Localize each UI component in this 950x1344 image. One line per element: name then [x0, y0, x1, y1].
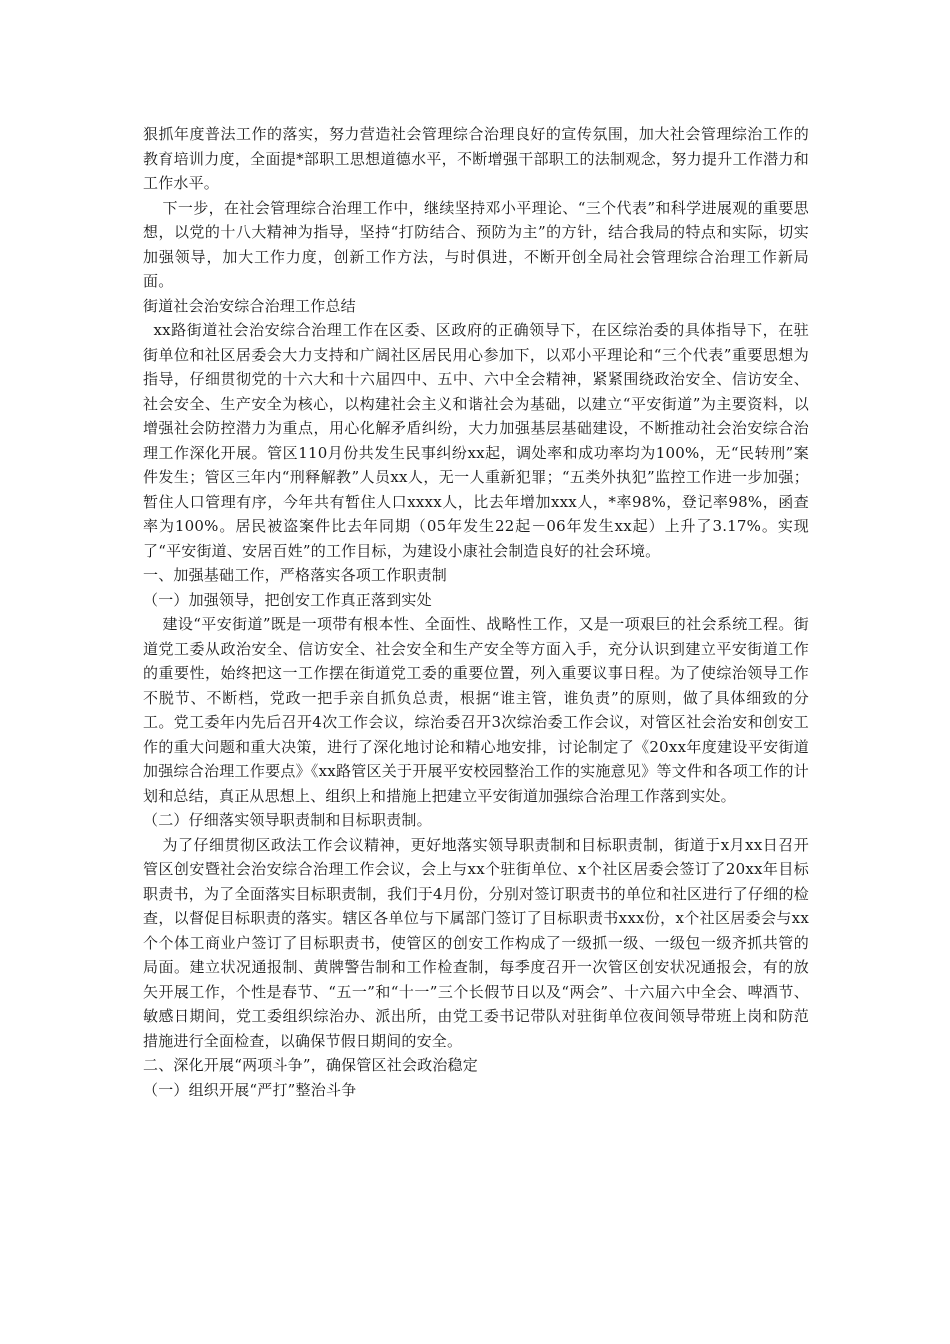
paragraph-1: 狠抓年度普法工作的落实，努力营造社会管理综合治理良好的宣传氛围，加大社会管理综治工作的教育培训力度，全面提*部职工思想道德水平，不断增强干部职工的法制观念，努力提升工作潜力和工作水平。	[143, 125, 809, 192]
section-heading-1: 一、加强基础工作，严格落实各项工作职责制	[143, 566, 448, 584]
document-page	[143, 122, 809, 1102]
paragraph-3: xx路街道社会治安综合治理工作在区委、区政府的正确领导下，在区综治委的具体指导下，在驻街单位和社区居委会大力支持和广阔社区居民用心参加下，以邓小平理论和“三个代表”重要思想为指导，仔细贯彻党的十六大和十六届四中、五中、六中全会精神，紧紧围绕政治安全、信访安全、社会安全、生产安全为核心，以构建社会主义和谐社会为基础，以建立“平安街道”为主要资料，以增强社会防控潜力为重点，用心化解矛盾纠纷，大力加强基层基础建设，不断推动社会治安综合治理工作深化开展。管区110月份共发生民事纠纷xx起，调处率和成功率均为100%，无“民转刑”案件发生；管区三年内“刑释解教”人员xx人，无一人重新犯罪；“五类外执犯”监控工作进一步加强；暂住人口管理有序，今年共有暂住人口xxxx人，比去年增加xxx人，*率98%，登记率98%，函查率为100%。居民被盗案件比去年同期（05年发生22起－06年发生xx起）上升了3.17%。实现了“平安街道、安居百姓”的工作目标，为建设小康社会制造良好的社会环境。	[143, 321, 809, 560]
subsection-heading-1-2: （二）仔细落实领导职责制和目标职责制。	[143, 811, 432, 829]
paragraph-5: 为了仔细贯彻区政法工作会议精神，更好地落实领导职责制和目标职责制，街道于x月xx日召开管区创安暨社会治安综合治理工作会议，会上与xx个驻街单位、x个社区居委会签订了20xx年目标职责书，为了全面落实目标职责制，我们于4月份，分别对签订职责书的单位和社区进行了仔细的检查，以督促目标职责的落实。辖区各单位与下属部门签订了目标职责书xxx份，x个社区居委会与xx个个体工商业户签订了目标职责书，使管区的创安工作构成了一级抓一级、一级包一级齐抓共管的局面。建立状况通报制、黄牌警告制和工作检查制，每季度召开一次管区创安状况通报会，有的放矢开展工作，个性是春节、“五一”和“十一”三个长假节日以及“两会”、十六届六中全会、啤酒节、敏感日期间，党工委组织综治办、派出所，由党工委书记带队对驻街单位夜间领导带班上岗和防范措施进行全面检查，以确保节假日期间的安全。	[143, 835, 809, 1050]
paragraph-4: 建设“平安街道”既是一项带有根本性、全面性、战略性工作，又是一项艰巨的社会系统工程。街道党工委从政治安全、信访安全、社会安全和生产安全等方面入手，充分认识到建立平安街道工作的重要性，始终把这一工作摆在街道党工委的重要位置，列入重要议事日程。为了使综治领导工作不脱节、不断档，党政一把手亲自抓负总责，根据“谁主管，谁负责”的原则，做了具体细致的分工。党工委年内先后召开4次工作会议，综治委召开3次综治委工作会议，对管区社会治安和创安工作的重大问题和重大决策，进行了深化地讨论和精心地安排，讨论制定了《20xx年度建设平安街道加强综合治理工作要点》《xx路管区关于开展平安校园整治工作的实施意见》等文件和各项工作的计划和总结，真正从思想上、组织上和措施上把建立平安街道加强综合治理工作落到实处。	[143, 615, 809, 805]
paragraph-2: 下一步，在社会管理综合治理工作中，继续坚持邓小平理论、“三个代表”和科学进展观的重要思想，以党的十八大精神为指导，坚持“打防结合、预防为主”的方针，结合我局的特点和实际，切实加强领导，加大工作力度，创新工作方法，与时俱进，不断开创全局社会管理综合治理工作新局面。	[143, 198, 809, 290]
section-heading-2: 二、深化开展“两项斗争”，确保管区社会政治稳定	[143, 1056, 478, 1074]
subsection-heading-1-1: （一）加强领导，把创安工作真正落到实处	[143, 590, 432, 609]
subsection-heading-2-1: （一）组织开展“严打”整治斗争	[143, 1080, 357, 1099]
document-title: 街道社会治安综合治理工作总结	[143, 296, 356, 315]
